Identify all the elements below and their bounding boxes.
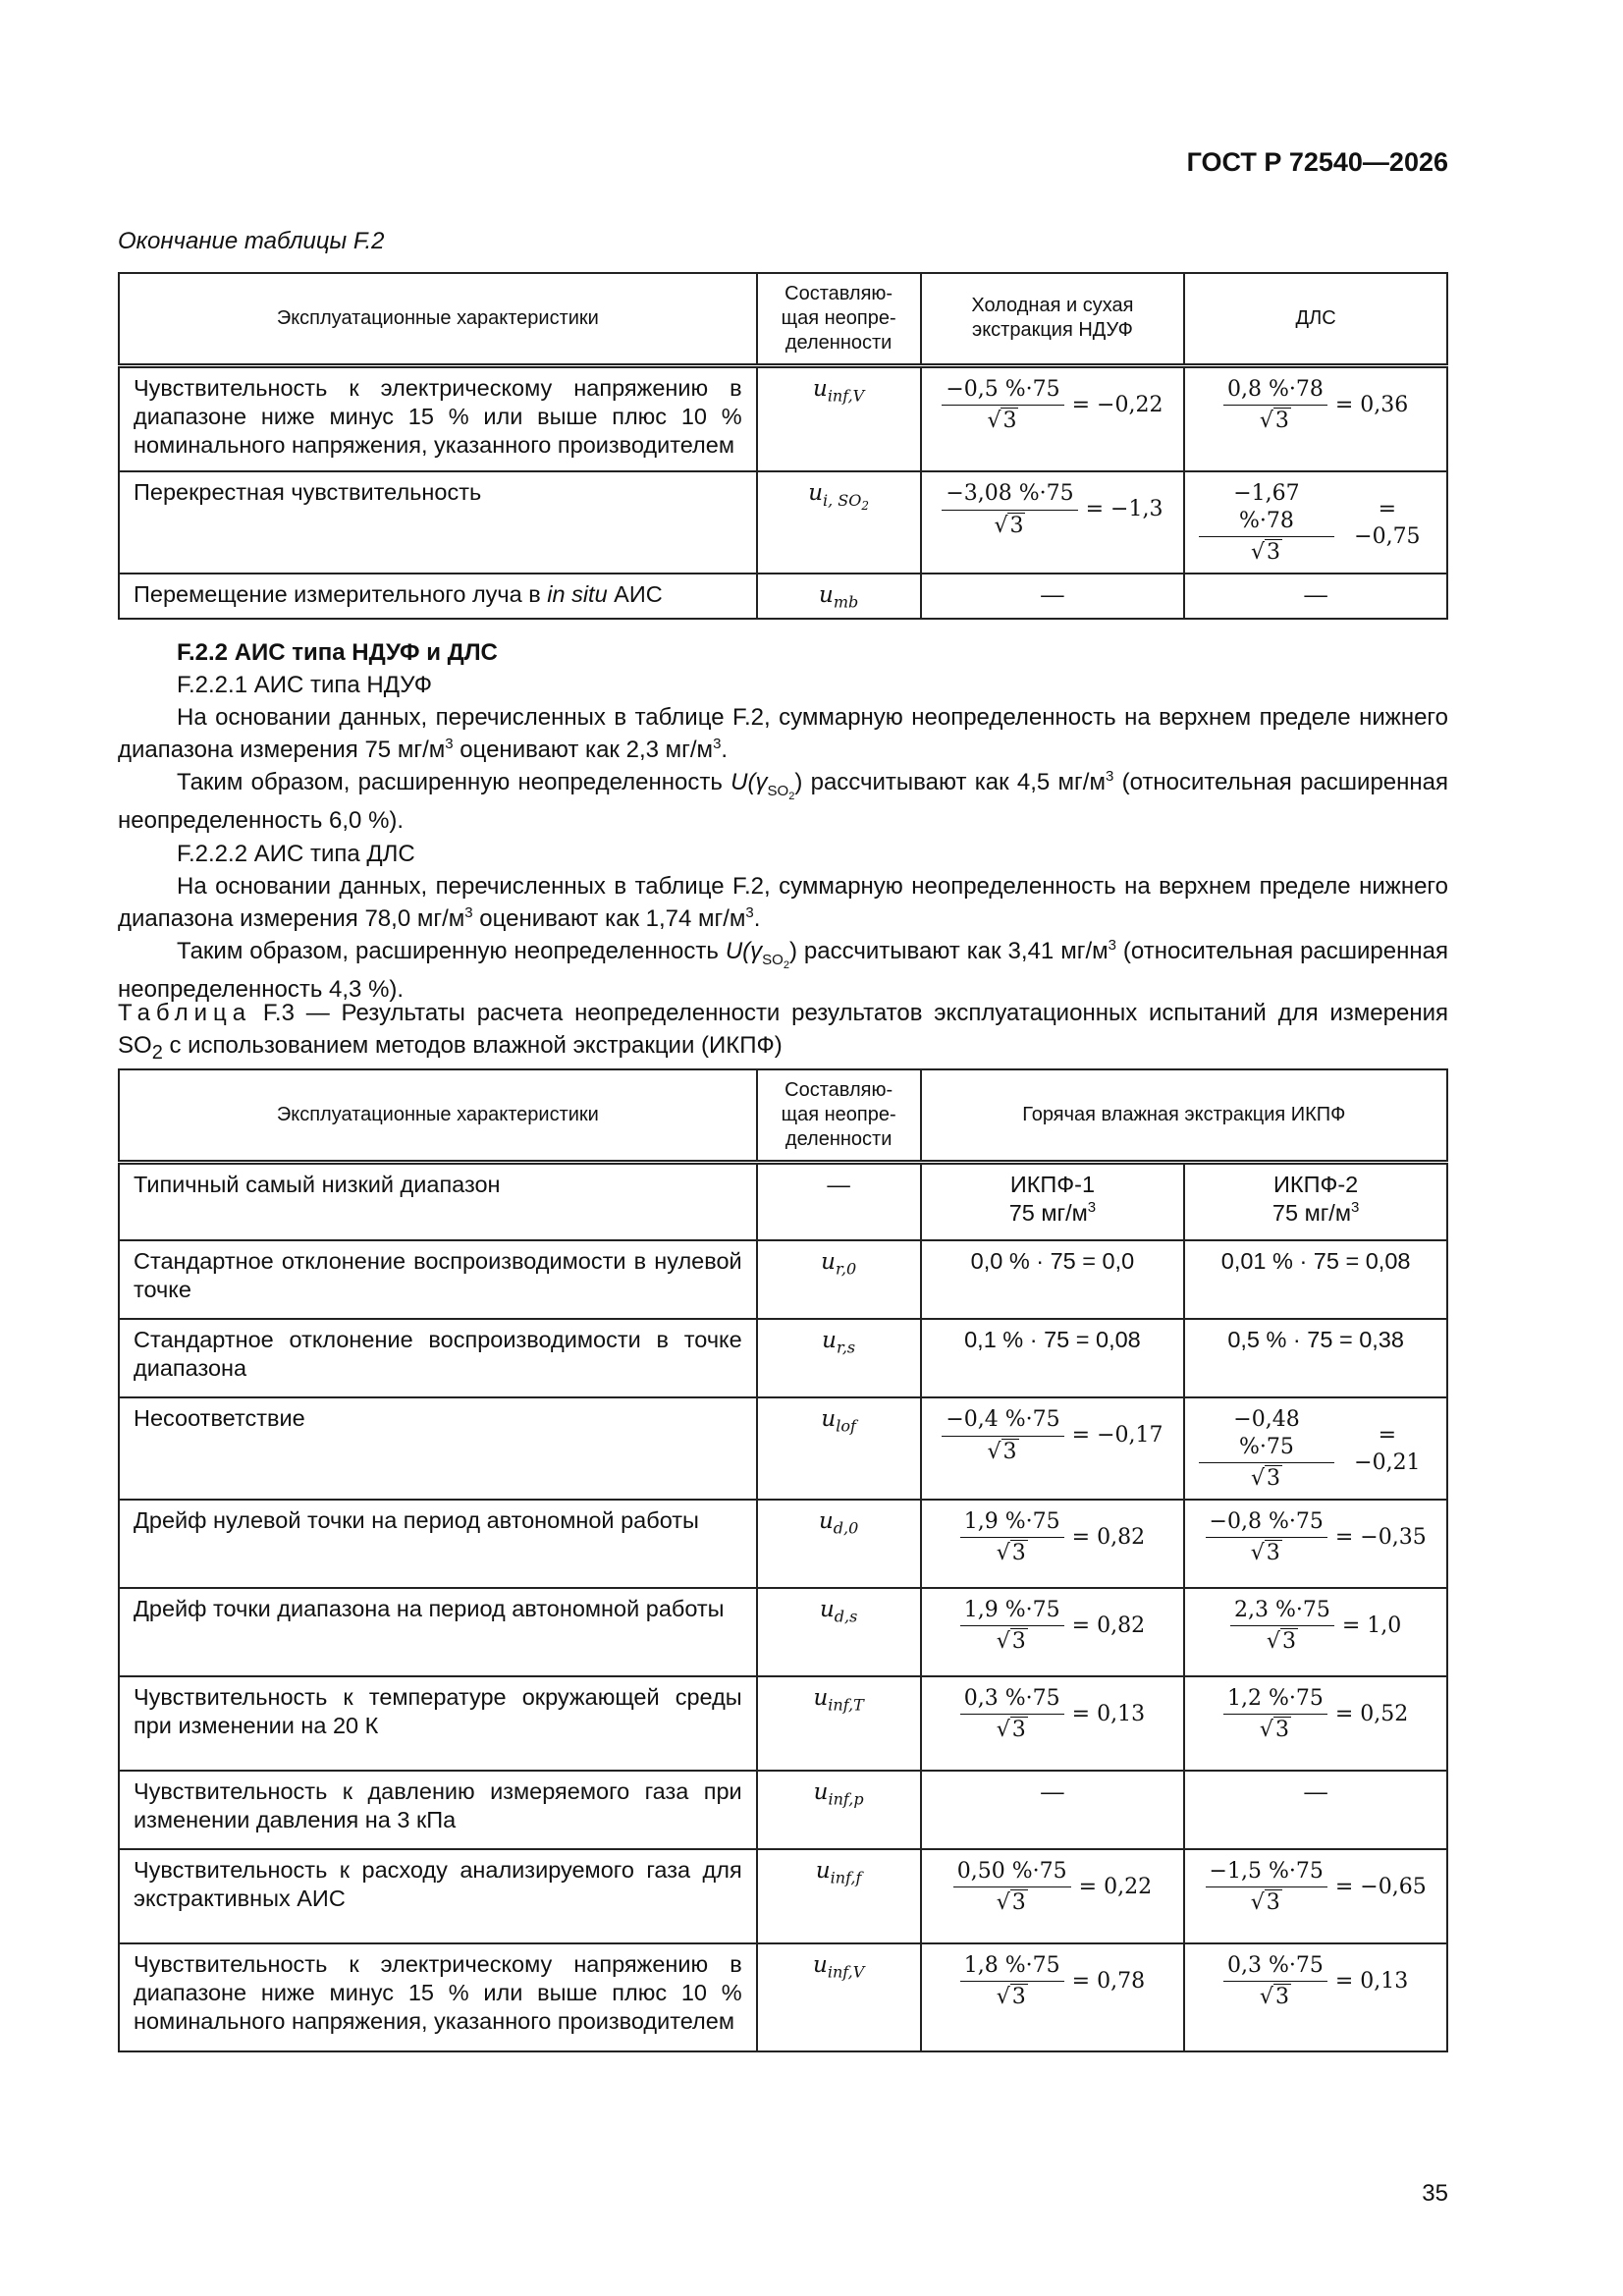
uncertainty-symbol: $u_{inf,f}$ [757,1849,921,1943]
table-f2 [118,272,1448,620]
value-cell: — [1184,1771,1447,1849]
table-row [119,471,1447,574]
table-row [119,1240,1447,1319]
paragraph: На основании данных, перечисленных в таблице F.2, суммарную неопределенность на верхнем пределе нижнего диапазона измерения 75 $мг/м^3$ оценивают как 2,3 $мг/м^3$. [118,704,1448,764]
formula: $\frac{0,50 \%\cdot 75}{√3}$ = 0,22 [953,1858,1152,1917]
uncertainty-symbol: $u_{inf,V}$ [757,1943,921,2051]
uncertainty-symbol: $u_{r,s}$ [757,1319,921,1397]
subsection-heading: F.2.2.1 АИС типа НДУФ [177,672,432,699]
formula: $\frac{-0,48 \%\cdot 75}{√3}$ = −0,21 [1199,1406,1433,1493]
header-characteristic: Эксплуатационные характеристики [119,1069,757,1162]
value-cell [921,365,1185,471]
table-row [119,1397,1447,1500]
table-row [119,1162,1447,1240]
table-f3-caption: Таблица F.3 — Результаты расчета неопределенности результатов эксплуатационных испытаний для измерения $SO_2$ с использованием методов влажной экстракции (ИКПФ) [118,1000,1448,1064]
value-cell: 0,5 % · 75 = 0,38 [1184,1319,1447,1397]
header-method: Горячая влажная экстракция ИКПФ [921,1069,1447,1162]
value-cell: — [921,1771,1185,1849]
value-cell [921,1676,1185,1771]
value-cell [921,1588,1185,1676]
header-col-ndir: Холодная и сухая экстракция НДУФ [921,273,1185,365]
row-description: Типичный самый низкий диапазон [119,1162,757,1240]
table-row [119,1500,1447,1588]
header-characteristic: Эксплуатационные характеристики [119,273,757,365]
header-component: Составляю-щая неопре-деленности [757,273,921,365]
subsection-heading: F.2.2.2 АИС типа ДЛС [177,840,415,867]
value-cell [921,471,1185,574]
uncertainty-symbol: $u_{i, SO_2}$ [757,471,921,574]
value-cell [1184,1500,1447,1588]
row-description: Чувствительность к расходу анализируемого газа для экстрактивных АИС [119,1849,757,1943]
formula: $\frac{0,3 \%\cdot 75}{√3}$ = 0,13 [960,1685,1145,1744]
analyzer-2-range: ИКПФ-2 75 $мг/м^3$ [1184,1162,1447,1240]
value-cell [1184,1849,1447,1943]
value-cell [1184,1943,1447,2051]
formula: $\frac{2,3 \%\cdot 75}{√3}$ = 1,0 [1230,1597,1401,1656]
value-cell: — [1184,574,1447,620]
row-description: Перекрестная чувствительность [119,471,757,574]
value-cell [1184,1588,1447,1676]
formula: $\frac{-3,08 \%\cdot 75}{√3}$ = −1,3 [942,480,1163,539]
uncertainty-symbol: $u_{lof}$ [757,1397,921,1500]
value-cell: — [921,574,1185,620]
row-description: Дрейф нулевой точки на период автономной работы [119,1500,757,1588]
page-number: 35 [1422,2180,1448,2207]
document-title: ГОСТ Р 72540—2026 [1186,147,1448,177]
paragraph: Таким образом, расширенную неопределенность $U(\gamma_{SO_2})$ рассчитывают как 3,41 $мг/м^3$ (относительная расширенная неопределенность 4,3 %). [118,936,1448,1003]
row-description: Стандартное отклонение воспроизводимости в нулевой точке [119,1240,757,1319]
uncertainty-symbol: $u_{mb}$ [757,574,921,620]
uncertainty-symbol: — [757,1162,921,1240]
formula: $\frac{1,8 \%\cdot 75}{√3}$ = 0,78 [960,1952,1145,2011]
value-cell [921,1849,1185,1943]
row-description: Перемещение измерительного луча в in situ АИС [119,574,757,620]
section-f22 [118,636,1448,1006]
table-header-row [119,1069,1447,1162]
row-description: Чувствительность к электрическому напряжению в диапазоне ниже минус 15 % или выше плюс 10 % номинального напряжения, указанного производителем [119,1943,757,2051]
table-row [119,574,1447,620]
section-heading: F.2.2 АИС типа НДУФ и ДЛС [177,639,498,666]
table-row [119,1588,1447,1676]
uncertainty-symbol: $u_{inf,V}$ [757,365,921,471]
value-cell: 0,1 % · 75 = 0,08 [921,1319,1185,1397]
table-row [119,1943,1447,2051]
formula: $\frac{-1,5 \%\cdot 75}{√3}$ = −0,65 [1206,1858,1427,1917]
row-description: Чувствительность к электрическому напряжению в диапазоне ниже минус 15 % или выше плюс 10 % номинального напряжения, указанного производителем [119,365,757,471]
uncertainty-symbol: $u_{inf,T}$ [757,1676,921,1771]
formula: $\frac{1,9 \%\cdot 75}{√3}$ = 0,82 [960,1597,1145,1656]
formula: $\frac{-1,67 \%\cdot 78}{√3}$ = −0,75 [1199,480,1433,567]
table-row [119,1771,1447,1849]
uncertainty-symbol: $u_{d,s}$ [757,1588,921,1676]
row-description: Чувствительность к температуре окружающей среды при изменении на 20 К [119,1676,757,1771]
table-row [119,1849,1447,1943]
formula: $\frac{-0,5 \%\cdot 75}{√3}$ = −0,22 [942,376,1163,435]
row-description: Несоответствие [119,1397,757,1500]
table-continuation-caption: Окончание таблицы F.2 [118,228,385,254]
row-description: Чувствительность к давлению измеряемого газа при изменении давления на 3 кПа [119,1771,757,1849]
table-f3 [118,1068,1448,2052]
formula: $\frac{0,3 \%\cdot 75}{√3}$ = 0,13 [1223,1952,1408,2011]
value-cell [921,1397,1185,1500]
formula: $\frac{-0,8 \%\cdot 75}{√3}$ = −0,35 [1206,1508,1427,1567]
paragraph: На основании данных, перечисленных в таблице F.2, суммарную неопределенность на верхнем пределе нижнего диапазона измерения 78,0 $мг/м^3$ оценивают как 1,74 $мг/м^3$. [118,872,1448,932]
value-cell [1184,471,1447,574]
value-cell [921,1943,1185,2051]
row-description: Стандартное отклонение воспроизводимости в точке диапазона [119,1319,757,1397]
value-cell [921,1500,1185,1588]
formula: $\frac{-0,4 \%\cdot 75}{√3}$ = −0,17 [942,1406,1163,1465]
header-component: Составляю-щая неопре-деленности [757,1069,921,1162]
uncertainty-symbol: $u_{d,0}$ [757,1500,921,1588]
table-header-row [119,273,1447,365]
formula: $\frac{1,2 \%\cdot 75}{√3}$ = 0,52 [1223,1685,1408,1744]
value-cell: 0,01 % · 75 = 0,08 [1184,1240,1447,1319]
table-row [119,1319,1447,1397]
paragraph: Таким образом, расширенную неопределенность $U(\gamma_{SO_2})$ рассчитывают как 4,5 $мг/м^3$ (относительная расширенная неопределенность 6,0 %). [118,768,1448,835]
table-row [119,1676,1447,1771]
value-cell [1184,1397,1447,1500]
uncertainty-symbol: $u_{r,0}$ [757,1240,921,1319]
formula: $\frac{1,9 \%\cdot 75}{√3}$ = 0,82 [960,1508,1145,1567]
uncertainty-symbol: $u_{inf,p}$ [757,1771,921,1849]
table-row [119,365,1447,471]
value-cell [1184,365,1447,471]
header-col-dls: ДЛС [1184,273,1447,365]
value-cell: 0,0 % · 75 = 0,0 [921,1240,1185,1319]
formula: $\frac{0,8 \%\cdot 78}{√3}$ = 0,36 [1223,376,1408,435]
analyzer-1-range: ИКПФ-1 75 $мг/м^3$ [921,1162,1185,1240]
row-description: Дрейф точки диапазона на период автономной работы [119,1588,757,1676]
value-cell [1184,1676,1447,1771]
